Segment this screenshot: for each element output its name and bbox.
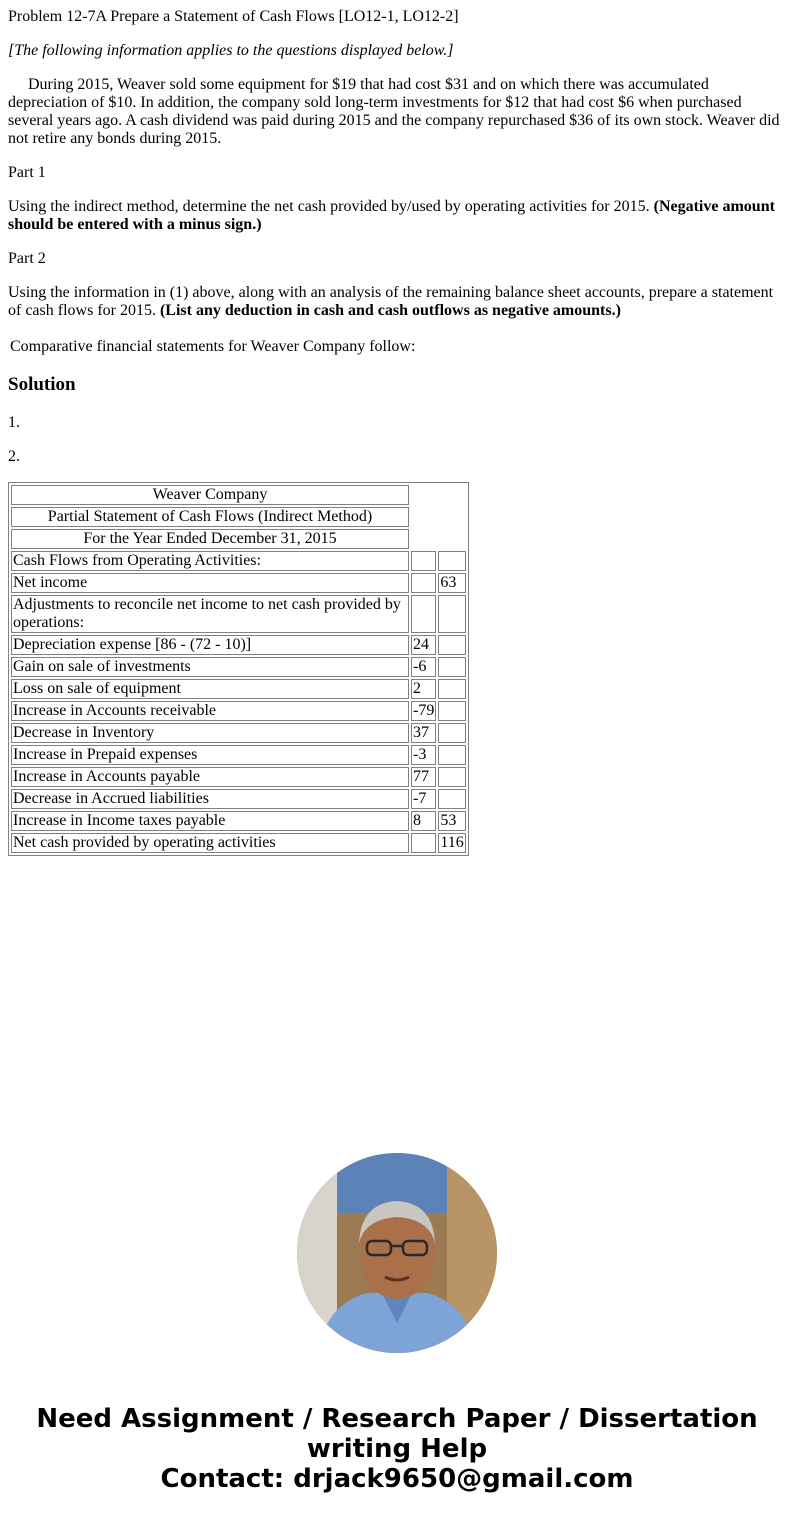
adjustment-amount-cell <box>411 833 436 853</box>
promo-contact: Contact: drjack9650@gmail.com <box>160 1464 634 1494</box>
table-row <box>11 657 466 677</box>
problem-title: Problem 12-7A Prepare a Statement of Cash Flows [LO12-1, LO12-2] <box>8 8 459 25</box>
adjustment-amount-cell: -7 <box>411 789 436 809</box>
promo-banner <box>0 1404 794 1494</box>
total-amount-cell <box>438 679 465 699</box>
total-amount-cell <box>438 789 465 809</box>
row-label: Decrease in Accrued liabilities <box>11 789 409 809</box>
table-row <box>11 701 466 721</box>
row-label: Increase in Prepaid expenses <box>11 745 409 765</box>
total-amount-cell <box>438 657 465 677</box>
adjustment-amount-cell: -3 <box>411 745 436 765</box>
table-row <box>11 811 466 831</box>
adjustment-amount-cell: 37 <box>411 723 436 743</box>
row-label: Adjustments to reconcile net income to net cash provided by operations: <box>11 595 409 633</box>
part1-heading: Part 1 <box>8 164 46 181</box>
cash-flow-table <box>8 482 469 856</box>
adjustment-amount-cell: 8 <box>411 811 436 831</box>
table-row <box>11 833 466 853</box>
total-amount-cell <box>438 701 465 721</box>
total-amount-cell <box>438 595 465 633</box>
adjustment-amount-cell <box>411 595 436 633</box>
adjustment-amount-cell: 24 <box>411 635 436 655</box>
row-label: Increase in Accounts payable <box>11 767 409 787</box>
statement-title: Partial Statement of Cash Flows (Indirect Method) <box>11 507 409 527</box>
promo-line-2: writing Help <box>306 1434 488 1464</box>
solution-heading: Solution <box>8 374 76 395</box>
company-name: Weaver Company <box>11 485 409 505</box>
comparative-note: Comparative financial statements for Weaver Company follow: <box>10 338 416 355</box>
total-amount-cell <box>438 551 465 571</box>
total-amount-cell <box>438 635 465 655</box>
table-row <box>11 573 466 593</box>
table-row <box>11 595 466 633</box>
table-row <box>11 723 466 743</box>
adjustment-amount-cell: -79 <box>413 702 435 719</box>
part1-instructions <box>8 198 786 234</box>
adjustment-amount-cell: -6 <box>411 657 436 677</box>
table-row <box>11 789 466 809</box>
total-amount-cell <box>438 723 465 743</box>
total-amount-cell: 63 <box>438 573 465 593</box>
total-amount-cell <box>438 767 465 787</box>
part1-text: Using the indirect method, determine the net cash provided by/used by operating activities for 2015. <box>8 198 650 215</box>
table-header-row <box>11 485 466 505</box>
total-amount-cell: 116 <box>440 834 464 851</box>
person-portrait-icon <box>297 1153 497 1353</box>
part2-text: Using the information in (1) above, along with an analysis of the remaining balance sheet accounts, prepare a statement of cash flows for 2015. <box>8 284 774 319</box>
author-photo <box>297 1153 497 1353</box>
part2-heading: Part 2 <box>8 250 46 267</box>
solution-item-1: 1. <box>8 414 20 431</box>
adjustment-amount-cell <box>411 551 436 571</box>
row-label: Net income <box>11 573 409 593</box>
table-row <box>11 767 466 787</box>
intro-note: [The following information applies to the questions displayed below.] <box>8 42 454 59</box>
row-label: Net cash provided by operating activities <box>11 833 409 853</box>
total-amount-cell <box>438 745 465 765</box>
table-row <box>11 551 466 571</box>
part1-bold-note: (Negative amount should be entered with a minus sign.) <box>8 198 775 233</box>
part2-bold-note: (List any deduction in cash and cash outflows as negative amounts.) <box>159 302 621 319</box>
table-header-row <box>11 529 466 549</box>
part2-instructions <box>8 284 786 320</box>
row-label: Depreciation expense [86 - (72 - 10)] <box>11 635 409 655</box>
row-label: Decrease in Inventory <box>11 723 409 743</box>
row-label: Gain on sale of investments <box>11 657 409 677</box>
statement-period: For the Year Ended December 31, 2015 <box>11 529 409 549</box>
adjustment-amount-cell <box>411 573 436 593</box>
problem-paragraph: During 2015, Weaver sold some equipment for $19 that had cost $31 and on which there was accumulated depreciation of $10. In addition, the company sold long-term investments for $12 that had cost $6 when purchased several years ago. A cash dividend was paid during 2015 and the company repurchased $36 of its own stock. Weaver did not retire any bonds during 2015. <box>8 76 780 147</box>
table-header-row <box>11 507 466 527</box>
row-label: Loss on sale of equipment <box>11 679 409 699</box>
table-row <box>11 635 466 655</box>
table-row <box>11 745 466 765</box>
promo-line-1: Need Assignment / Research Paper / Dissertation <box>36 1404 758 1434</box>
row-label: Increase in Accounts receivable <box>11 701 409 721</box>
row-label: Increase in Income taxes payable <box>11 811 409 831</box>
table-row <box>11 679 466 699</box>
solution-item-2: 2. <box>8 448 20 465</box>
row-label: Cash Flows from Operating Activities: <box>11 551 409 571</box>
adjustment-amount-cell: 77 <box>411 767 436 787</box>
total-amount-cell: 53 <box>438 811 465 831</box>
adjustment-amount-cell: 2 <box>411 679 436 699</box>
